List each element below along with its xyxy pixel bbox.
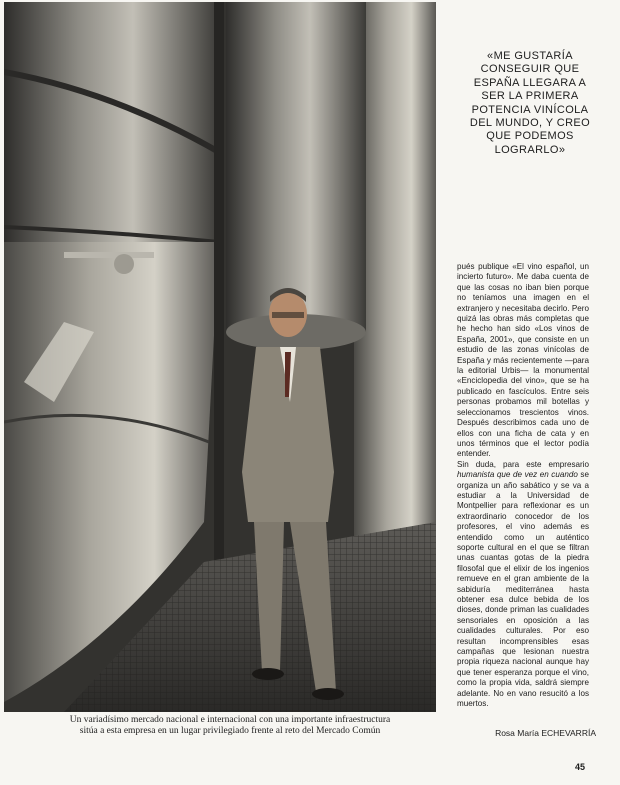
article-column — [457, 262, 589, 709]
caption-line-2: sitúa a esta empresa en un lugar privilegiado frente al reto del Mercado Común — [79, 726, 381, 736]
quote-line: LOGRARLO» — [494, 143, 566, 156]
quote-line: CONSEGUIR QUE — [480, 63, 580, 76]
page-number: 45 — [575, 762, 586, 772]
quote-line: DEL MUNDO, Y CREO — [469, 117, 591, 130]
paragraph-2-rest: se organiza un año sabático y se va a estudiar a la Universidad de Montpellier para reflexionar es un extraordinario conocedor de los profesores, el vino además es entendido como un auténtico soporte cultural en el que se filtran unas cuantas gotas de la piedra filosofal que el elixir de los ingenios remueve en el gran ambiente de la sabiduría mediterránea hasta obtener esa dulce bebida de los dioses, donde priman las cualidades sensoriales en oposición a las cualidades culturales. Por eso resultan incomprensibles esas campañas que lesionan nuestra propia riqueza nacional aunque hay que tener esperanza porque el vino, como la propia vida, saldrá siempre adelante. No en vano resucitó a los muertos. — [457, 470, 589, 709]
quote-line: SER LA PRIMERA — [481, 90, 579, 103]
quote-line: QUE PODEMOS — [486, 130, 574, 143]
pull-quote — [450, 50, 610, 157]
quote-line: ESPAÑA LLEGARA A — [473, 76, 587, 89]
paragraph-2-emphasis: humanista que de vez en cuando — [457, 470, 578, 480]
quote-line: «ME GUSTARÍA — [487, 50, 573, 62]
photo-caption — [30, 715, 430, 737]
article-paragraph-2 — [457, 460, 589, 710]
quote-line: POTENCIA VINÍCOLA — [471, 103, 589, 116]
winery-photo — [4, 2, 436, 712]
paragraph-2-start: Sin duda, para este empresario — [457, 459, 589, 469]
tanks-illustration — [4, 2, 436, 712]
caption-line-1: Un variadísimo mercado nacional e internacional con una importante infraestructura — [69, 715, 391, 725]
article-paragraph-1: pués publique «El vino español, un incierto futuro». Me daba cuenta de que las cosas no iban bien porque no teníamos una imagen en el extranjero y necesitaba decirlo. Pero quizá las obras más completas que he hecho han sido «Los vinos de España, 2001», que consiste en un estudio de las zonas vinícolas de España y más recientemente —para la editorial Urbis— la monumental «Enciclopedia del vino», que se ha publicado en fascículos. Entre seis personas probamos mil botellas y seleccionamos trescientos vinos. Después describimos cada uno de ellos con una ficha de cata y en unos términos que el lector podía entender. — [457, 262, 589, 459]
author-byline: Rosa María ECHEVARRÍA — [495, 728, 596, 738]
